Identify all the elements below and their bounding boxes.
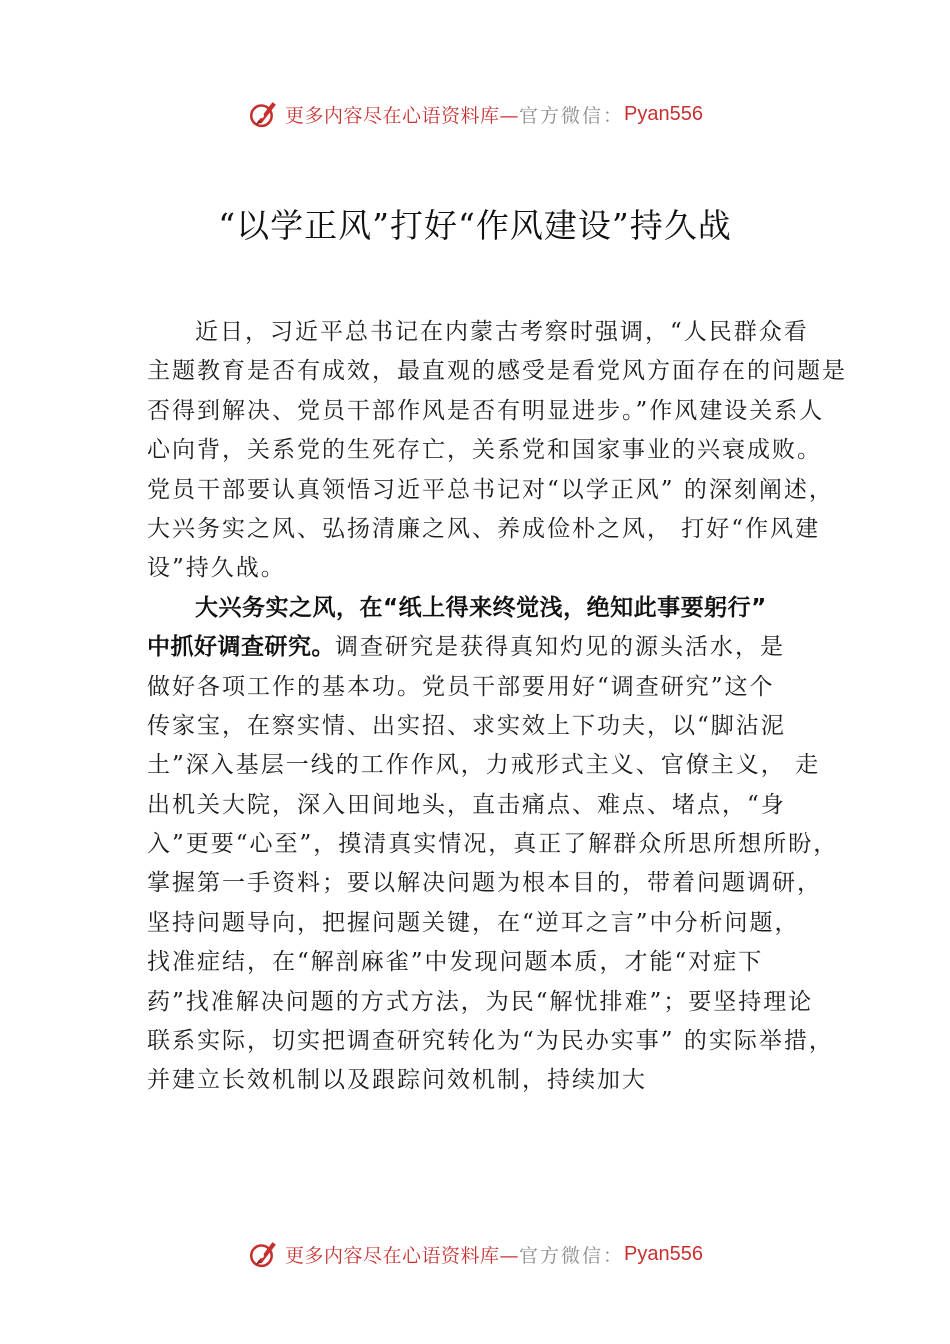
quill-pen-logo-icon [247,97,281,131]
body-text: 找准症结，在“解剖麻雀”中发现问题本质，才能“对症下 [147,949,764,976]
body-line [147,313,837,352]
body-text: 调查研究是获得真知灼见的源头活水，是 [335,634,785,661]
body-line [147,352,847,391]
banner-wechat-label: 官方微信： [519,104,625,127]
document-body [147,313,847,1101]
body-line [147,668,837,707]
body-line [147,943,837,982]
body-text: 做好各项工作的基本功。党员干部要用好“调查研究”这个 [147,673,775,700]
body-text: 传家宝，在察实情、出实招、求实效上下功夫，以“脚沾泥 [147,712,786,739]
footer-banner [0,1234,950,1274]
body-line [147,746,837,785]
body-line [147,904,837,943]
document-title: “以学正风”打好“作风建设”持久战 [218,206,732,245]
body-line [147,786,837,825]
body-text: 近日，习近平总书记在内蒙古考察时强调，“人民群众看 [195,319,809,345]
body-line [147,1061,837,1100]
body-text: 主题教育是否有成效，最直观的感受是看党风方面存在的问题是 [147,358,847,385]
body-line [147,825,837,864]
body-text: 心向背，关系党的生死存亡，关系党和国家事业的兴衰成败。 [147,437,822,464]
bold-heading-text: 大兴务实之风，在“纸上得来终觉浅，绝知此事要躬行” [195,594,767,621]
body-text: 坚持问题导向，把握问题关键，在“逆耳之言”中分析问题， [147,909,800,936]
body-text: 入”更要“心至”，摸清真实情况，真正了解群众所思所想所盼， [147,831,839,858]
body-line [147,707,837,746]
header-banner [0,94,950,134]
banner-wechat-id: Pyan556 [624,1242,703,1265]
body-line [147,549,837,588]
body-text: 土”深入基层一线的工作作风，力戒形式主义、官僚主义， 走 [147,752,821,779]
body-line [147,392,837,431]
body-line [147,431,837,470]
banner-text: 更多内容尽在心语资料库— [285,1244,520,1267]
banner-wechat-id: Pyan556 [624,102,703,125]
body-line [147,864,837,903]
body-line [147,628,837,667]
body-text: 药”找准解决问题的方式方法，为民“解忧排难”；要坚持理论 [147,988,814,1015]
bold-heading-text: 中抓好调查研究。 [147,634,335,661]
body-text: 出机关大院，深入田间地头，直击痛点、难点、堵点，“身 [147,791,786,818]
body-line [147,1022,837,1061]
body-line [147,589,837,628]
banner-text: 更多内容尽在心语资料库— [285,104,520,127]
body-text: 党员干部要认真领悟习近平总书记对“以学正风” 的深刻阐述， [147,476,834,503]
body-line [147,983,837,1022]
quill-pen-logo-icon [247,1237,281,1271]
body-text: 大兴务实之风、弘扬清廉之风、养成俭朴之风， 打好“作风建 [147,515,821,542]
body-line [147,510,837,549]
body-text: 否得到解决、党员干部作风是否有明显进步。”作风建设关系人 [147,397,825,424]
body-text: 并建立长效机制以及跟踪问效机制，持续加大 [147,1067,647,1094]
body-line [147,471,837,510]
body-text: 联系实际，切实把调查研究转化为“为民办实事” 的实际举措， [147,1028,834,1055]
body-text: 掌握第一手资料；要以解决问题为根本目的，带着问题调研， [147,870,822,897]
banner-wechat-label: 官方微信： [519,1244,625,1267]
body-text: 设”持久战。 [147,555,286,582]
